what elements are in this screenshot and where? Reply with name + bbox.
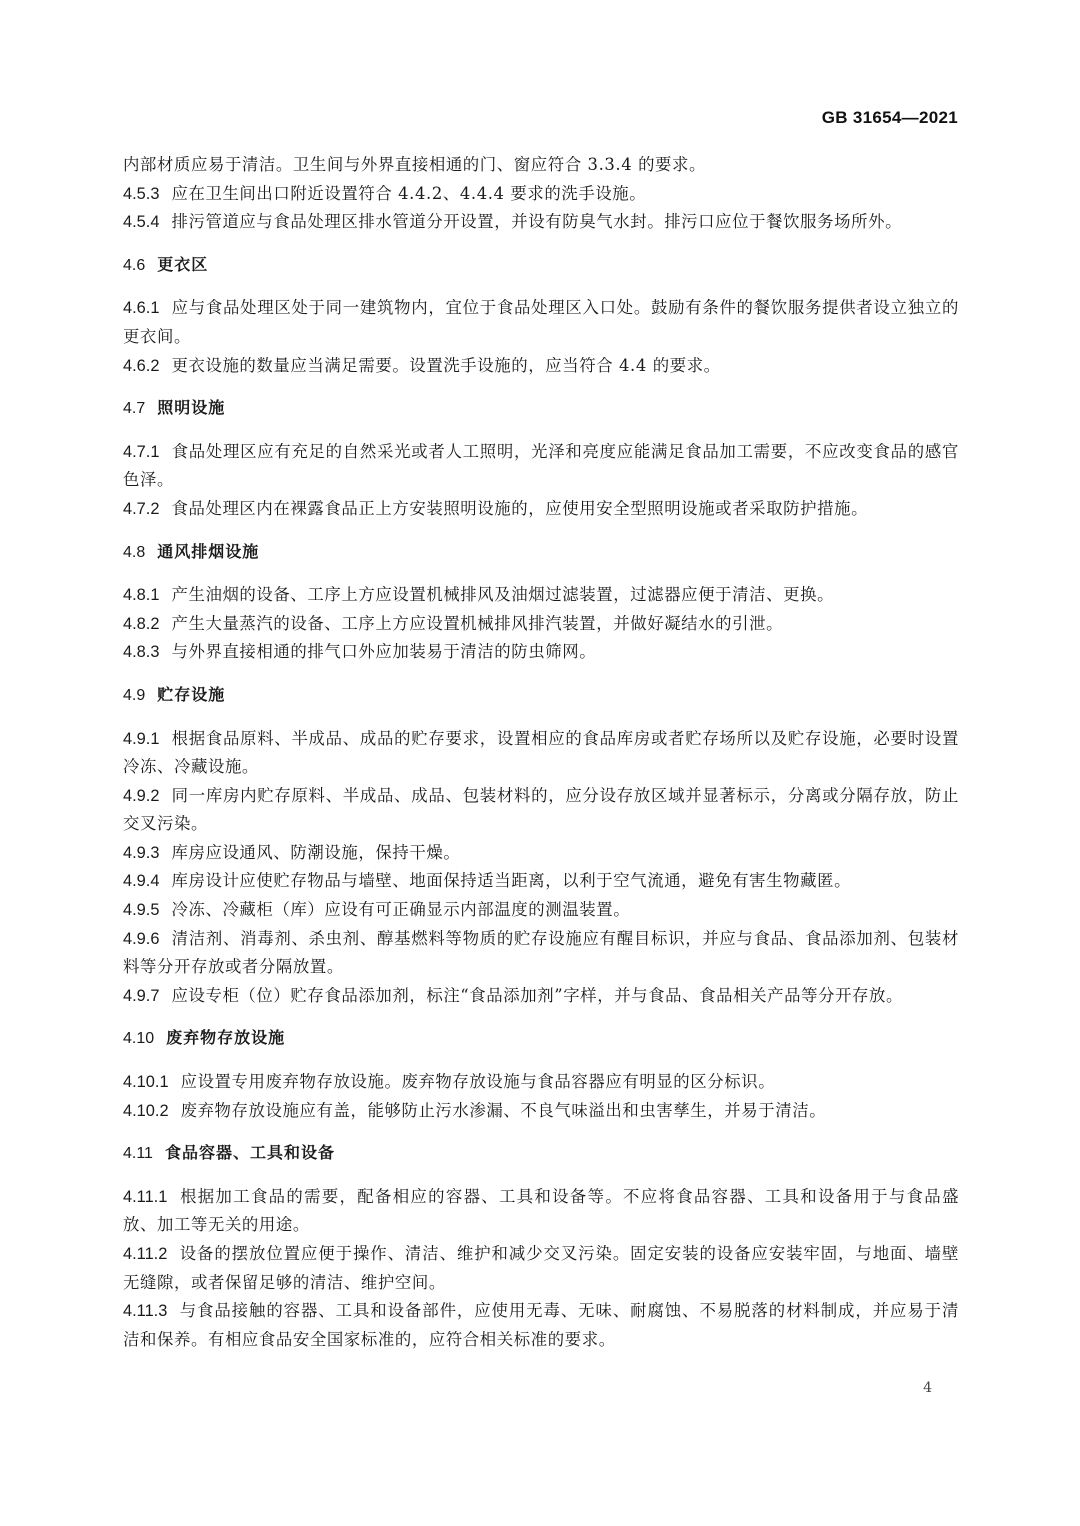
clause-4-11-1 [123,1183,959,1240]
clause-text: 食品处理区应有充足的自然采光或者人工照明，光泽和亮度应能满足食品加工需要，不应改变食品的感官色泽。 [123,441,959,490]
section-heading-4-6 [123,251,959,281]
clause-4-9-7 [123,982,959,1011]
clause-number: 4.8.1 [123,586,160,605]
document-body [123,151,959,1354]
clause-number: 4.11.3 [123,1302,168,1321]
standard-number: GB 31654—2021 [821,108,958,127]
section-title: 照明设施 [157,398,226,418]
clause-number: 4.9.3 [123,843,160,862]
paragraph-text: 内部材质应易于清洁。卫生间与外界直接相通的门、窗应符合 3.3.4 的要求。 [123,155,707,174]
section-heading-4-9 [123,681,959,711]
clause-text: 冷冻、冷藏柜（库）应设有可正确显示内部温度的测温装置。 [171,900,631,920]
clause-text: 根据加工食品的需要，配备相应的容器、工具和设备等。不应将食品容器、工具和设备用于与食品盛放、加工等无关的用途。 [123,1186,959,1235]
clause-number: 4.10.1 [123,1073,169,1092]
clause-text: 与外界直接相通的排气口外应加装易于清洁的防虫筛网。 [171,642,597,662]
section-title: 贮存设施 [157,684,226,704]
section-title: 废弃物存放设施 [166,1028,286,1048]
clause-number: 4.10.2 [123,1101,169,1120]
section-number: 4.7 [123,400,146,418]
clause-text: 产生油烟的设备、工序上方应设置机械排风及油烟过滤装置，过滤器应便于清洁、更换。 [171,585,835,605]
clause-4-5-3 [123,180,959,209]
clause-4-5-4 [123,208,959,237]
page-number: 4 [923,1380,932,1396]
clause-4-11-3 [123,1297,959,1354]
clause-text: 根据食品原料、半成品、成品的贮存要求，设置相应的食品库房或者贮存场所以及贮存设施，必要时设置冷冻、冷藏设施。 [123,728,959,777]
clause-text: 食品处理区内在裸露食品正上方安装照明设施的，应使用安全型照明设施或者采取防护措施。 [171,498,869,518]
clause-number: 4.6.1 [123,299,160,318]
clause-4-6-2 [123,352,959,381]
clause-text: 库房应设通风、防潮设施，保持干燥。 [171,842,461,862]
clause-text: 库房设计应使贮存物品与墙壁、地面保持适当距离，以利于空气流通，避免有害生物藏匿。 [171,871,852,891]
clause-number: 4.9.6 [123,929,160,948]
clause-4-8-3 [123,638,959,667]
clause-text: 清洁剂、消毒剂、杀虫剂、醇基燃料等物质的贮存设施应有醒目标识，并应与食品、食品添加剂、包装材料等分开存放或者分隔放置。 [123,928,959,977]
section-heading-4-7 [123,394,959,424]
clause-text: 应设置专用废弃物存放设施。废弃物存放设施与食品容器应有明显的区分标识。 [180,1072,776,1092]
section-title: 更衣区 [157,254,209,274]
clause-4-10-1 [123,1068,959,1097]
section-title: 通风排烟设施 [157,541,260,561]
section-heading-4-11 [123,1139,959,1169]
clause-number: 4.5.4 [123,213,160,232]
clause-number: 4.7.1 [123,442,160,461]
clause-4-9-6 [123,925,959,982]
clause-text: 同一库房内贮存原料、半成品、成品、包装材料的，应分设存放区域并显著标示，分离或分隔存放，防止交叉污染。 [123,785,959,834]
clause-4-10-2 [123,1097,959,1126]
clause-4-9-5 [123,896,959,925]
clause-4-8-1 [123,581,959,610]
clause-4-7-1 [123,438,959,495]
clause-4-6-1 [123,294,959,351]
clause-text: 设备的摆放位置应便于操作、清洁、维护和减少交叉污染。固定安装的设备应安装牢固，与地面、墙壁无缝隙，或者保留足够的清洁、维护空间。 [123,1244,959,1292]
clause-number: 4.11.1 [123,1187,168,1206]
clause-number: 4.9.5 [123,901,160,920]
section-number: 4.11 [123,1145,153,1163]
section-heading-4-8 [123,538,959,568]
clause-4-9-2 [123,782,959,839]
clause-text: 产生大量蒸汽的设备、工序上方应设置机械排风排汽装置，并做好凝结水的引泄。 [171,613,784,633]
clause-number: 4.9.7 [123,986,160,1005]
clause-number: 4.9.1 [123,729,160,748]
section-number: 4.10 [123,1030,155,1048]
clause-text: 应在卫生间出口附近设置符合 4.4.2、4.4.4 要求的洗手设施。 [171,183,647,203]
clause-text: 应与食品处理区处于同一建筑物内，宜位于食品处理区入口处。鼓励有条件的餐饮服务提供者设立独立的更衣间。 [123,298,959,346]
clause-4-9-1 [123,725,959,782]
clause-number: 4.11.2 [123,1245,168,1263]
section-title: 食品容器、工具和设备 [164,1143,335,1163]
paragraph [123,151,959,180]
clause-4-11-2 [123,1240,959,1297]
clause-text: 应设专柜（位）贮存食品添加剂，标注“食品添加剂”字样，并与食品、食品相关产品等分开存放。 [171,985,904,1005]
clause-text: 废弃物存放设施应有盖，能够防止污水渗漏、不良气味溢出和虫害孳生，并易于清洁。 [180,1100,827,1120]
section-heading-4-10 [123,1024,959,1054]
clause-number: 4.8.3 [123,643,160,662]
clause-text: 更衣设施的数量应当满足需要。设置洗手设施的，应当符合 4.4 的要求。 [171,355,721,375]
clause-text: 与食品接触的容器、工具和设备部件，应使用无毒、无味、耐腐蚀、不易脱落的材料制成，并应易于清洁和保养。有相应食品安全国家标准的，应符合相关标准的要求。 [123,1301,959,1349]
clause-4-7-2 [123,495,959,524]
section-number: 4.8 [123,543,146,561]
clause-number: 4.9.2 [123,786,160,805]
section-number: 4.9 [123,686,146,704]
clause-text: 排污管道应与食品处理区排水管道分开设置，并设有防臭气水封。排污口应位于餐饮服务场所外。 [171,212,903,232]
clause-number: 4.9.4 [123,872,160,891]
clause-4-9-3 [123,839,959,868]
clause-number: 4.8.2 [123,614,160,633]
clause-4-8-2 [123,610,959,639]
clause-4-9-4 [123,867,959,896]
clause-number: 4.5.3 [123,184,160,203]
clause-number: 4.6.2 [123,356,160,375]
section-number: 4.6 [123,256,146,274]
clause-number: 4.7.2 [123,499,160,518]
